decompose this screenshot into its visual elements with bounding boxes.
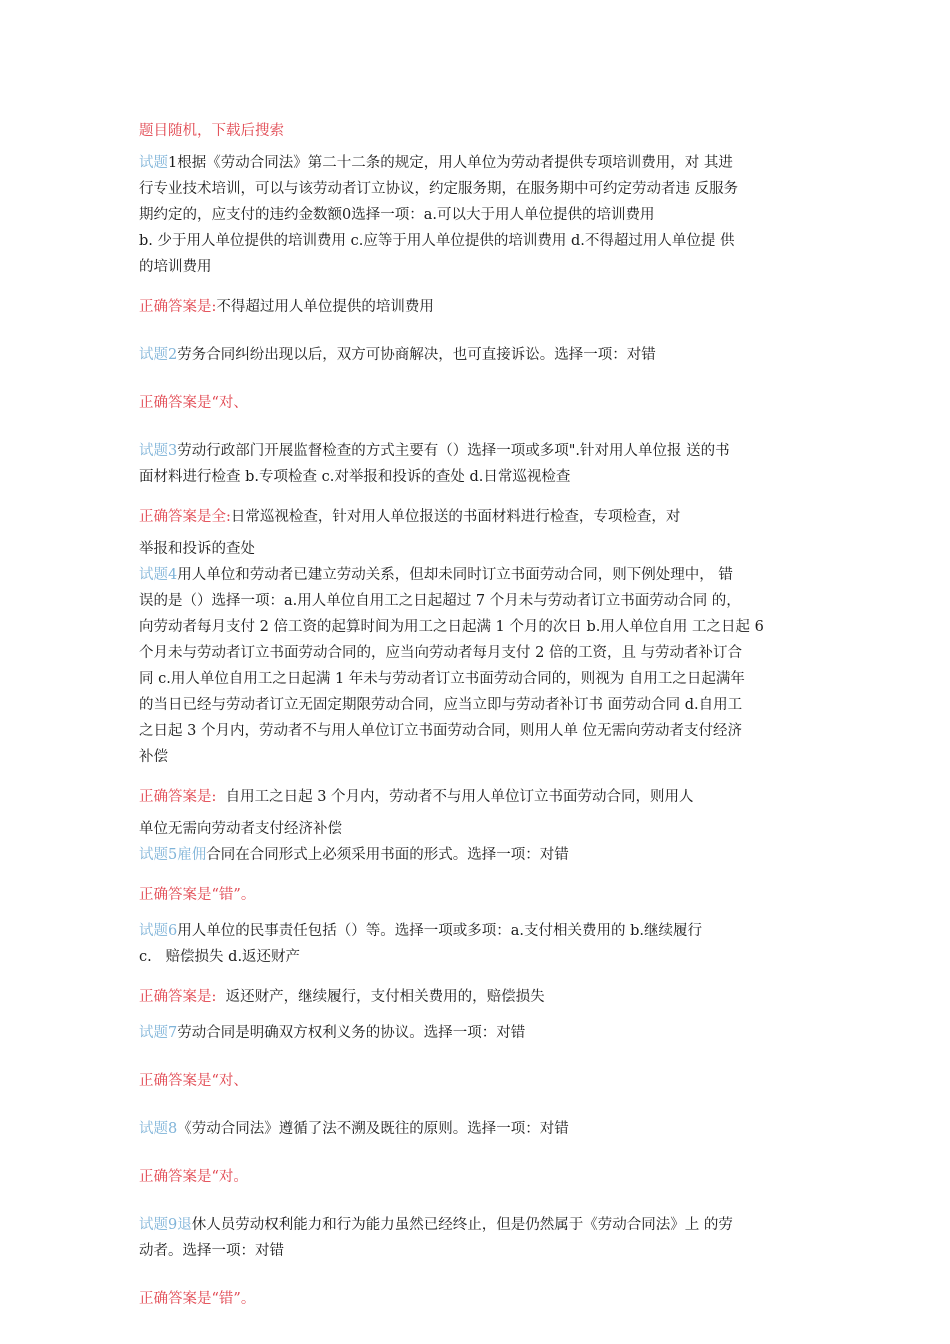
answer-label: 正确答案是全:	[139, 509, 231, 525]
question-text: 劳动行政部门开展监督检查的方式主要有（）选择一项或多项".针对用人单位报 送的书	[177, 443, 730, 459]
answer-line	[139, 784, 817, 810]
document-page	[139, 118, 817, 1322]
question-number: 试题	[139, 155, 168, 171]
question-4	[139, 562, 817, 770]
answer-7	[139, 1068, 817, 1094]
question-line: 行专业技术培训，可以与该劳动者订立协议，约定服务期，在服务期中可约定劳动者违 反服务	[139, 181, 739, 197]
answer-3	[139, 504, 817, 562]
answer-text: 返还财产，继续履行，支付相关费用的，赔偿损失	[216, 989, 545, 1005]
question-6	[139, 918, 817, 970]
answer-label: 正确答案是“错”。	[139, 1291, 256, 1307]
answer-label: 正确答案是“错”。	[139, 887, 256, 903]
question-line: 期约定的，应支付的违约金数额0选择一项：a.可以大于用人单位提供的培训费用	[139, 207, 655, 223]
answer-text: 不得超过用人单位提供的培训费用	[216, 299, 434, 315]
question-line: 的培训费用	[139, 259, 212, 275]
answer-text: 自用工之日起 3 个月内，劳动者不与用人单位订立书面劳动合同，则用人	[216, 789, 694, 805]
question-text: 合同在合同形式上必须采用书面的形式。选择一项：对错	[206, 847, 569, 863]
question-line	[139, 562, 817, 588]
question-line	[139, 438, 817, 464]
answer-label: 正确答案是:	[139, 299, 217, 315]
answer-1	[139, 294, 817, 320]
question-number: 试题6	[139, 923, 178, 939]
intro-note: 题目随机，下载后搜索	[139, 123, 284, 139]
question-line: 补偿	[139, 749, 168, 765]
question-number: 试题5雇佣	[139, 847, 207, 863]
question-number: 试题2	[139, 347, 178, 363]
answer-9	[139, 1286, 817, 1312]
question-2	[139, 342, 817, 368]
answer-4	[139, 784, 817, 842]
question-number: 试题4	[139, 567, 178, 583]
question-line	[139, 150, 817, 176]
question-8	[139, 1116, 817, 1142]
question-text: 《劳动合同法》遵循了法不溯及既往的原则。选择一项：对错	[177, 1121, 569, 1137]
question-line	[139, 1212, 817, 1238]
question-number: 试题8	[139, 1121, 178, 1137]
answer-text: 日常巡视检查，针对用人单位报送的书面材料进行检查，专项检查，对	[230, 509, 681, 525]
question-text: 休人员劳动权利能力和行为能力虽然已经终止，但是仍然属于《劳动合同法》上 的劳	[191, 1217, 733, 1233]
answer-label: 正确答案是“对、	[139, 395, 248, 411]
question-3	[139, 438, 817, 490]
question-5	[139, 842, 817, 868]
question-line: 同 c.用人单位自用工之日起满 1 年未与劳动者订立书面劳动合同的，则视为 自用工之日起满年	[139, 671, 745, 687]
answer-6	[139, 984, 817, 1010]
question-number: 试题7	[139, 1025, 178, 1041]
question-number: 试题3	[139, 443, 178, 459]
question-text: 劳务合同纠纷出现以后，双方可协商解决，也可直接诉讼。选择一项：对错	[177, 347, 656, 363]
answer-8	[139, 1164, 817, 1190]
question-line: 个月未与劳动者订立书面劳动合同的，应当向劳动者每月支付 2 倍的工资，且 与劳动者补订合	[139, 645, 743, 661]
question-line: b. 少于用人单位提供的培训费用 c.应等于用人单位提供的培训费用 d.不得超过用人单位提 供	[139, 233, 735, 249]
question-line	[139, 918, 817, 944]
question-7	[139, 1020, 817, 1046]
answer-line	[139, 504, 817, 530]
question-1	[139, 150, 817, 280]
answer-label: 正确答案是“对。	[139, 1169, 248, 1185]
question-text: 劳动合同是明确双方权利义务的协议。选择一项：对错	[177, 1025, 526, 1041]
question-text: 1根据《劳动合同法》第二十二条的规定，用人单位为劳动者提供专项培训费用，对 其进	[168, 155, 733, 171]
answer-text-cont: 单位无需向劳动者支付经济补偿	[139, 821, 342, 837]
question-line: 之日起 3 个月内，劳动者不与用人单位订立书面劳动合同，则用人单 位无需向劳动者支付经济	[139, 723, 743, 739]
question-line: 误的是（）选择一项：a.用人单位自用工之日起超过 7 个月未与劳动者订立书面劳动合同 的，	[139, 593, 741, 609]
question-line: 面材料进行检查 b.专项检查 c.对举报和投诉的查处 d.日常巡视检查	[139, 469, 571, 485]
question-9	[139, 1212, 817, 1264]
answer-5	[139, 882, 817, 908]
answer-label: 正确答案是:	[139, 989, 217, 1005]
question-line: 向劳动者每月支付 2 倍工资的起算时间为用工之日起满 1 个月的次日 b.用人单位自用 工之日起 6	[139, 619, 764, 635]
answer-text-cont: 举报和投诉的查处	[139, 541, 255, 557]
question-number: 试题9退	[139, 1217, 192, 1233]
question-text: 用人单位的民事责任包括（）等。选择一项或多项：a.支付相关费用的 b.继续履行	[177, 923, 702, 939]
question-line: 的当日已经与劳动者订立无固定期限劳动合同，应当立即与劳动者补订书 面劳动合同 d.自用工	[139, 697, 743, 713]
question-text: 用人单位和劳动者已建立劳动关系，但却未同时订立书面劳动合同，则下例处理中， 错	[177, 567, 733, 583]
answer-2	[139, 390, 817, 416]
question-line: 动者。选择一项：对错	[139, 1243, 284, 1259]
answer-label: 正确答案是“对、	[139, 1073, 248, 1089]
question-line: c. 赔偿损失 d.返还财产	[139, 949, 301, 965]
answer-label: 正确答案是:	[139, 789, 217, 805]
